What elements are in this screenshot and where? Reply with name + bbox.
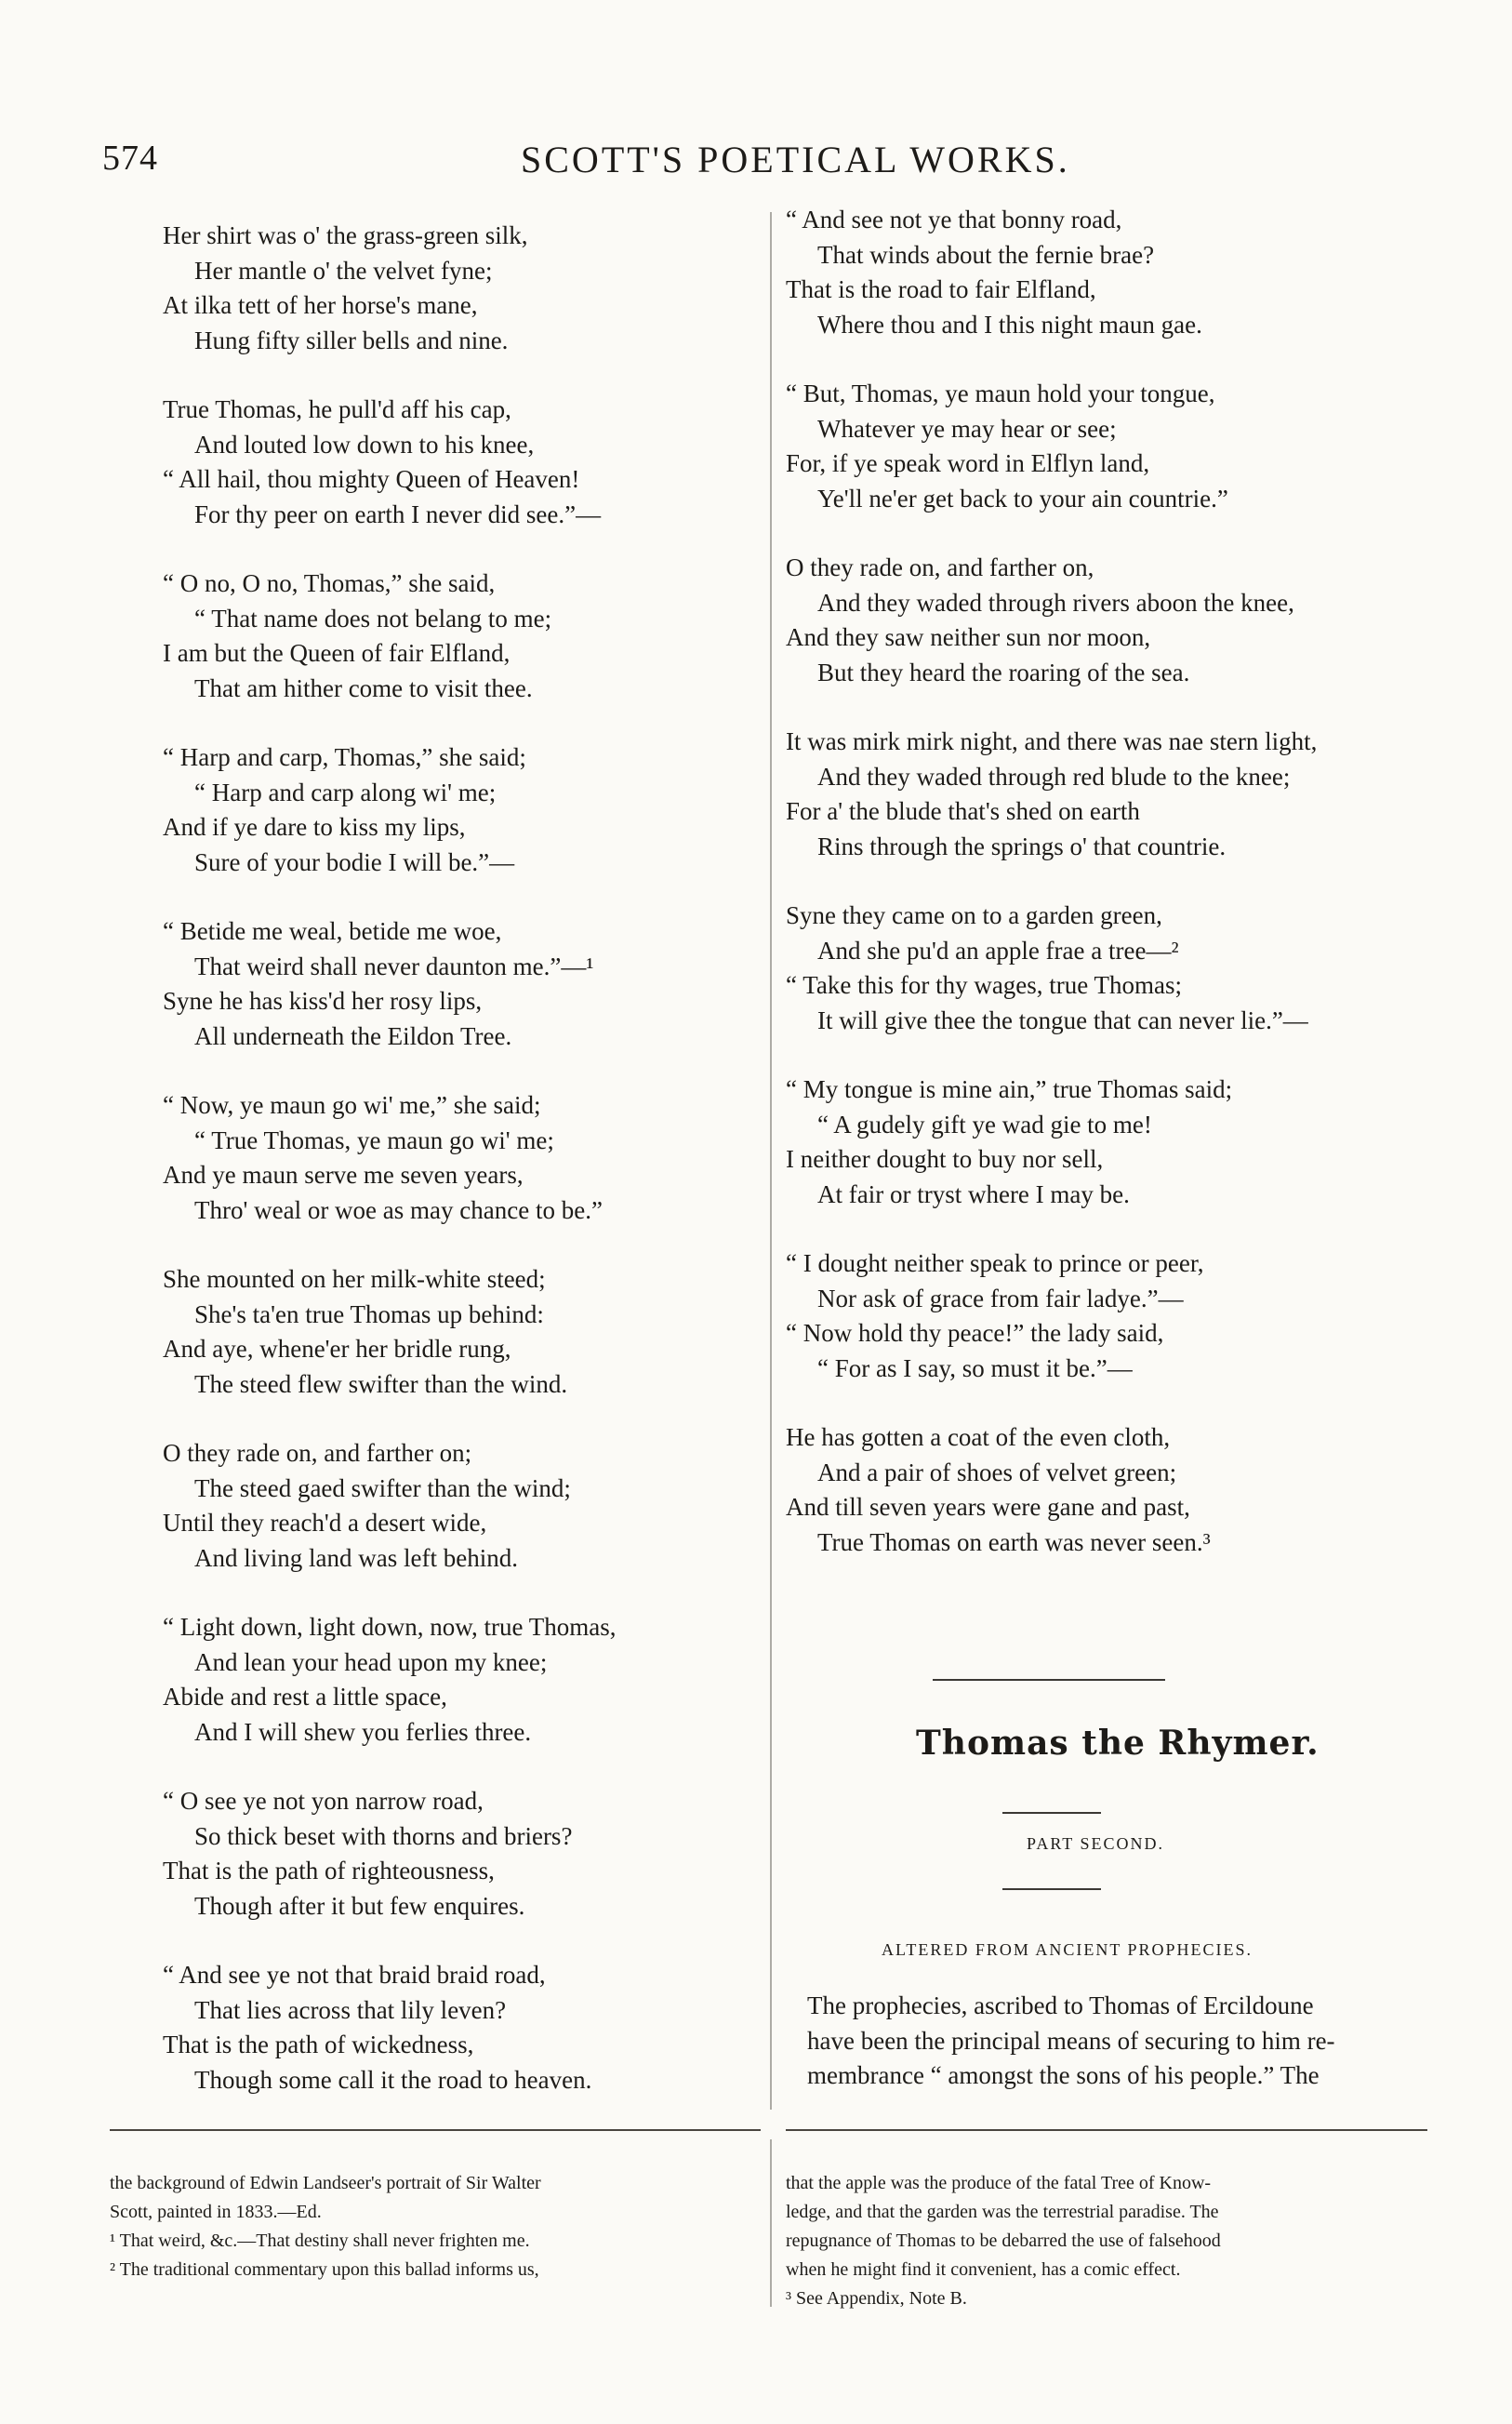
stanza bbox=[786, 203, 1441, 342]
verse-line: Rins through the springs o' that countrie. bbox=[817, 832, 1227, 860]
stanza bbox=[786, 899, 1441, 1038]
footnote-line: ³ See Appendix, Note B. bbox=[786, 2288, 967, 2309]
running-head bbox=[102, 138, 1441, 193]
verse-line: “ For as I say, so must it be.”— bbox=[817, 1353, 1133, 1382]
footnote-line: when he might find it convenient, has a comic effect. bbox=[786, 2259, 1181, 2280]
verse-line: That am hither come to visit thee. bbox=[194, 673, 533, 702]
stanza bbox=[163, 1784, 758, 1924]
verse-line: “ Harp and carp along wi' me; bbox=[194, 778, 497, 806]
verse-line: She's ta'en true Thomas up behind: bbox=[194, 1299, 544, 1328]
book-title: SCOTT'S POETICAL WORKS. bbox=[521, 139, 1070, 180]
verse-line: She mounted on her milk-white steed; bbox=[163, 1265, 546, 1293]
verse-line: And ye maun serve me seven years, bbox=[163, 1161, 524, 1189]
stanza bbox=[163, 566, 758, 706]
verse-line: And they saw neither sun nor moon, bbox=[786, 623, 1151, 651]
verse-line: “ And see ye not that braid braid road, bbox=[163, 1961, 546, 1989]
verse-line: “ But, Thomas, ye maun hold your tongue, bbox=[786, 380, 1215, 407]
verse-line: “ Take this for thy wages, true Thomas; bbox=[786, 971, 1183, 999]
footnote-line: the background of Edwin Landseer's portrait of Sir Walter bbox=[110, 2173, 541, 2193]
stanza bbox=[163, 1262, 758, 1402]
verse-line: And lean your head upon my knee; bbox=[194, 1647, 548, 1676]
verse-line: Ye'll ne'er get back to your ain countrie.” bbox=[817, 484, 1228, 513]
verse-line: “ Now, ye maun go wi' me,” she said; bbox=[163, 1091, 541, 1119]
stanza bbox=[786, 725, 1441, 864]
footnote-rule-right bbox=[786, 2129, 1427, 2131]
verse-line: And a pair of shoes of velvet green; bbox=[817, 1458, 1177, 1486]
section-title: Thomas the Rhymer. bbox=[916, 1724, 1320, 1763]
verse-line: Syne they came on to a garden green, bbox=[786, 901, 1162, 929]
verse-line: True Thomas on earth was never seen.³ bbox=[817, 1527, 1211, 1556]
stanza bbox=[163, 740, 758, 880]
verse-line: “ All hail, thou mighty Queen of Heaven! bbox=[163, 465, 580, 493]
page-number: 574 bbox=[102, 139, 158, 178]
verse-line: Until they reach'd a desert wide, bbox=[163, 1509, 487, 1537]
verse-line: “ That name does not belang to me; bbox=[194, 604, 552, 633]
stanza bbox=[786, 1420, 1441, 1560]
stanza bbox=[163, 1958, 758, 2098]
stanza bbox=[163, 1610, 758, 1750]
verse-line: Hung fifty siller bells and nine. bbox=[194, 326, 509, 354]
part-heading: PART SECOND. bbox=[1027, 1834, 1164, 1853]
verse-line: Syne he has kiss'd her rosy lips, bbox=[163, 987, 483, 1015]
prose-line: membrance “ amongst the sons of his people.” The bbox=[807, 2061, 1320, 2089]
footnote-line: that the apple was the produce of the fatal Tree of Know- bbox=[786, 2173, 1212, 2193]
stanza bbox=[163, 914, 758, 1054]
verse-line: Whatever ye may hear or see; bbox=[817, 414, 1117, 443]
stanza bbox=[163, 393, 758, 532]
stanza bbox=[163, 1088, 758, 1228]
footnote-line: Scott, painted in 1833.—Ed. bbox=[110, 2202, 322, 2222]
verse-line: And aye, whene'er her bridle rung, bbox=[163, 1335, 511, 1363]
verse-line: And louted low down to his knee, bbox=[194, 430, 535, 459]
verse-line: And living land was left behind. bbox=[194, 1543, 518, 1572]
verse-line: That lies across that lily leven? bbox=[194, 1995, 507, 2024]
stanza bbox=[786, 1072, 1441, 1212]
footnotes-left bbox=[110, 2169, 761, 2284]
verse-line: Though some call it the road to heaven. bbox=[194, 2065, 592, 2094]
section-rule-mid bbox=[1002, 1812, 1101, 1814]
footnotes-right bbox=[786, 2169, 1427, 2313]
verse-line: For thy peer on earth I never did see.”— bbox=[194, 499, 602, 528]
prose-line: The prophecies, ascribed to Thomas of Ercildoune bbox=[807, 1991, 1314, 2019]
footnote-line: ledge, and that the garden was the terrestrial paradise. The bbox=[786, 2202, 1219, 2222]
left-column-verse bbox=[163, 219, 758, 2132]
intro-prose bbox=[807, 1989, 1421, 2094]
stanza bbox=[786, 551, 1441, 690]
verse-line: But they heard the roaring of the sea. bbox=[817, 658, 1190, 686]
right-column-verse bbox=[786, 203, 1441, 1594]
footnote-divider bbox=[770, 2139, 772, 2307]
verse-line: And till seven years were gane and past, bbox=[786, 1493, 1190, 1521]
verse-line: Thro' weal or woe as may chance to be.” bbox=[194, 1195, 603, 1224]
verse-line: “ Now hold thy peace!” the lady said, bbox=[786, 1319, 1164, 1347]
footnote-line: repugnance of Thomas to be debarred the use of falsehood bbox=[786, 2231, 1221, 2251]
verse-line: That winds about the fernie brae? bbox=[817, 240, 1155, 269]
verse-line: “ And see not ye that bonny road, bbox=[786, 206, 1122, 233]
verse-line: That weird shall never daunton me.”—¹ bbox=[194, 952, 594, 980]
verse-line: And if ye dare to kiss my lips, bbox=[163, 813, 466, 841]
verse-line: I am but the Queen of fair Elfland, bbox=[163, 639, 511, 667]
verse-line: At fair or tryst where I may be. bbox=[817, 1179, 1130, 1208]
verse-line: “ A gudely gift ye wad gie to me! bbox=[817, 1110, 1152, 1139]
verse-line: It was mirk mirk night, and there was nae stern light, bbox=[786, 727, 1318, 755]
verse-line: And they waded through rivers aboon the knee, bbox=[817, 588, 1294, 617]
verse-line: Her mantle o' the velvet fyne; bbox=[194, 256, 493, 285]
stanza bbox=[163, 219, 758, 358]
verse-line: “ Betide me weal, betide me woe, bbox=[163, 917, 502, 945]
verse-line: So thick beset with thorns and briers? bbox=[194, 1821, 573, 1850]
prose-line: have been the principal means of securing to him re- bbox=[807, 2026, 1335, 2055]
section-rule-low bbox=[1002, 1888, 1101, 1890]
footnote-rule-left bbox=[110, 2129, 761, 2131]
verse-line: O they rade on, and farther on, bbox=[786, 553, 1094, 581]
verse-line: “ My tongue is mine ain,” true Thomas said; bbox=[786, 1075, 1233, 1103]
stanza bbox=[786, 377, 1441, 516]
verse-line: Where thou and I this night maun gae. bbox=[817, 310, 1202, 339]
verse-line: The steed gaed swifter than the wind; bbox=[194, 1473, 571, 1502]
verse-line: For, if ye speak word in Elflyn land, bbox=[786, 449, 1150, 477]
stanza bbox=[786, 1246, 1441, 1386]
verse-line: “ Harp and carp, Thomas,” she said; bbox=[163, 743, 526, 771]
verse-line: He has gotten a coat of the even cloth, bbox=[786, 1423, 1171, 1451]
verse-line: “ O see ye not yon narrow road, bbox=[163, 1787, 484, 1815]
verse-line: “ I dought neither speak to prince or peer, bbox=[786, 1249, 1204, 1277]
verse-line: Though after it but few enquires. bbox=[194, 1891, 525, 1920]
verse-line: That is the path of wickedness, bbox=[163, 2031, 474, 2058]
verse-line: “ True Thomas, ye maun go wi' me; bbox=[194, 1125, 554, 1154]
column-divider bbox=[770, 212, 772, 2110]
verse-line: Abide and rest a little space, bbox=[163, 1683, 447, 1711]
verse-line: All underneath the Eildon Tree. bbox=[194, 1021, 512, 1050]
footnote-line: ¹ That weird, &c.—That destiny shall never frighten me. bbox=[110, 2231, 530, 2251]
verse-line: True Thomas, he pull'd aff his cap, bbox=[163, 395, 511, 423]
verse-line: “ Light down, light down, now, true Thomas, bbox=[163, 1613, 617, 1641]
section-subtitle: ALTERED FROM ANCIENT PROPHECIES. bbox=[882, 1940, 1253, 1959]
verse-line: For a' the blude that's shed on earth bbox=[786, 797, 1140, 825]
verse-line: I neither dought to buy nor sell, bbox=[786, 1145, 1104, 1173]
verse-line: At ilka tett of her horse's mane, bbox=[163, 291, 478, 319]
footnote-line: ² The traditional commentary upon this ballad informs us, bbox=[110, 2259, 539, 2280]
verse-line: O they rade on, and farther on; bbox=[163, 1439, 472, 1467]
verse-line: That is the road to fair Elfland, bbox=[786, 275, 1096, 303]
stanza bbox=[163, 1436, 758, 1576]
verse-line: Sure of your bodie I will be.”— bbox=[194, 847, 515, 876]
verse-line: It will give thee the tongue that can never lie.”— bbox=[817, 1006, 1308, 1034]
verse-line: Her shirt was o' the grass-green silk, bbox=[163, 221, 528, 249]
section-rule-top bbox=[933, 1679, 1165, 1681]
verse-line: “ O no, O no, Thomas,” she said, bbox=[163, 569, 496, 597]
verse-line: And I will shew you ferlies three. bbox=[194, 1717, 532, 1746]
verse-line: And they waded through red blude to the knee; bbox=[817, 762, 1291, 791]
verse-line: Nor ask of grace from fair ladye.”— bbox=[817, 1284, 1184, 1312]
verse-line: And she pu'd an apple frae a tree—² bbox=[817, 936, 1179, 965]
verse-line: The steed flew swifter than the wind. bbox=[194, 1369, 568, 1398]
verse-line: That is the path of righteousness, bbox=[163, 1857, 495, 1885]
